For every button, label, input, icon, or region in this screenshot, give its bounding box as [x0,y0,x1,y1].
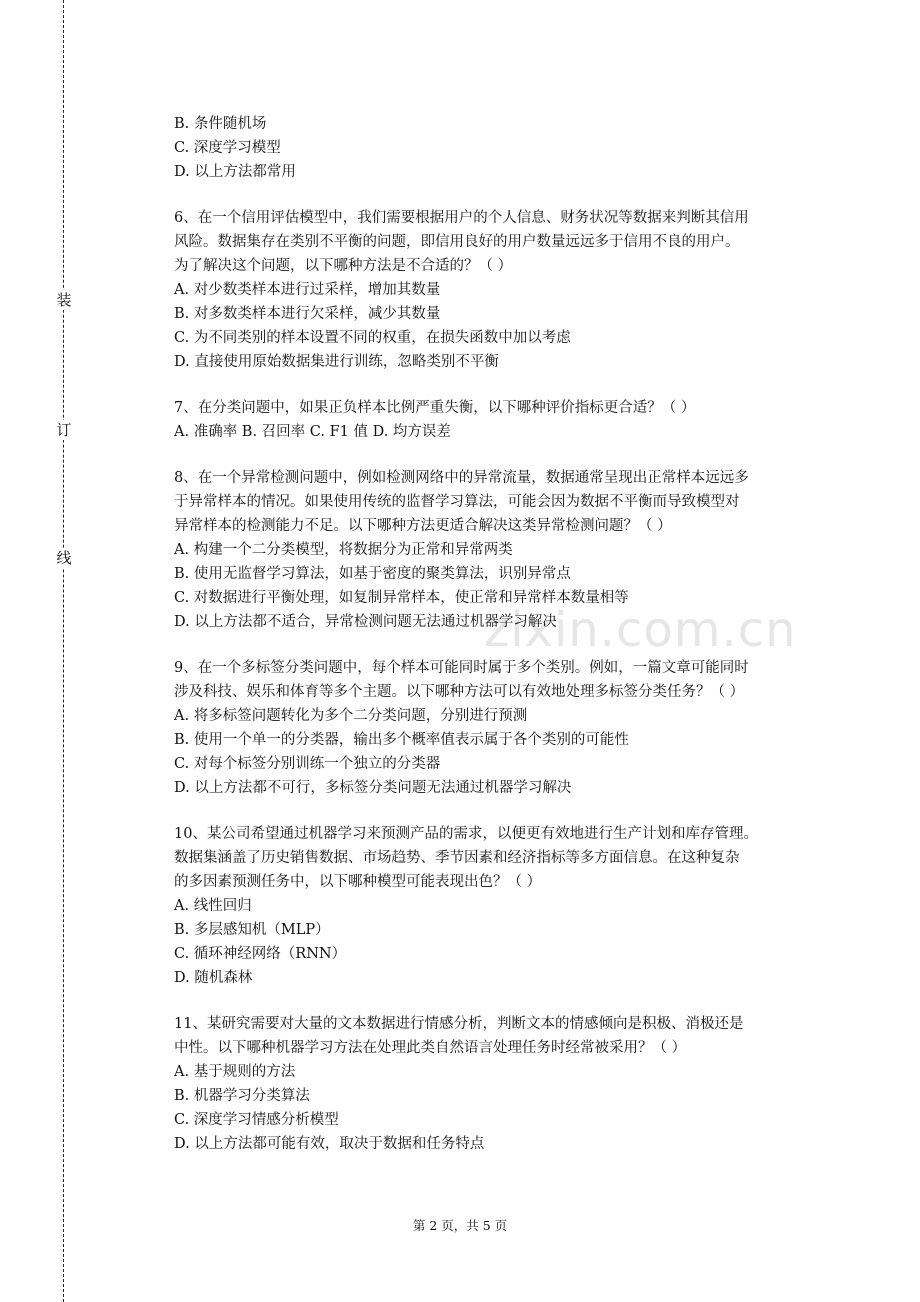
option-b: B. 使用一个单一的分类器，输出多个概率值表示属于各个类别的可能性 [174,732,629,748]
question-stem-line: 7、在分类问题中，如果正负样本比例严重失衡，以下哪种评价指标更合适？（ ） [174,400,696,416]
question-8 [174,466,814,634]
question-stem-line: 10、某公司希望通过机器学习来预测产品的需求，以便更有效地进行生产计划和库存管理。 [174,826,758,842]
option-b: B. 对多数类样本进行欠采样，减少其数量 [174,306,441,322]
question-stem-line: 涉及科技、娱乐和体育等多个主题。以下哪种方法可以有效地处理多标签分类任务？（ ） [174,684,745,700]
option-a: A. 将多标签问题转化为多个二分类问题，分别进行预测 [174,708,528,724]
question-stem-line: 数据集涵盖了历史销售数据、市场趋势、季节因素和经济指标等多方面信息。在这种复杂 [174,850,740,866]
question-11 [174,1012,814,1156]
option-b: B. 使用无监督学习算法，如基于密度的聚类算法，识别异常点 [174,566,571,582]
option-a: A. 线性回归 [174,898,252,914]
option-a: A. 构建一个二分类模型，将数据分为正常和异常两类 [174,542,513,558]
option-d: D. 以上方法都不适合，异常检测问题无法通过机器学习解决 [174,614,557,630]
option-d: D. 直接使用原始数据集进行训练，忽略类别不平衡 [174,354,499,370]
binding-dashed-line [63,0,64,1302]
question-5-options [174,112,814,184]
option-c: C. 对每个标签分别训练一个独立的分类器 [174,756,441,772]
option-d: D. 以上方法都可能有效，取决于数据和任务特点 [174,1136,485,1152]
option-a: A. 基于规则的方法 [174,1064,296,1080]
question-list [174,112,814,1156]
question-stem-line: 9、在一个多标签分类问题中，每个样本可能同时属于多个类别。例如，一篇文章可能同时 [174,660,749,676]
question-7 [174,396,814,444]
option-c: C. 循环神经网络（RNN） [174,946,347,962]
binding-char-zhuang: 装 [56,291,72,309]
binding-char-ding: 订 [56,421,72,439]
option-row: A. 准确率 B. 召回率 C. F1 值 D. 均方误差 [174,424,451,440]
option-d: D. 随机森林 [174,970,253,986]
option-b: B. 多层感知机（MLP） [174,922,330,938]
option-c: C. 深度学习情感分析模型 [174,1112,339,1128]
option-c: C. 为不同类别的样本设置不同的权重，在损失函数中加以考虑 [174,330,571,346]
question-stem-line: 11、某研究需要对大量的文本数据进行情感分析，判断文本的情感倾向是积极、消极还是 [174,1016,744,1032]
question-stem-line: 为了解决这个问题，以下哪种方法是不合适的？（ ） [174,258,513,274]
page-number-footer: 第 2 页，共 5 页 [412,1218,508,1233]
option-b: B. 机器学习分类算法 [174,1088,310,1104]
option-c: C. 深度学习模型 [174,140,281,156]
question-6 [174,206,814,374]
question-10 [174,822,814,990]
option-b: B. 条件随机场 [174,116,267,132]
question-stem-line: 异常样本的检测能力不足。以下哪种方法更适合解决这类异常检测问题？（ ） [174,518,672,534]
question-stem-line: 8、在一个异常检测问题中，例如检测网络中的异常流量，数据通常呈现出正常样本远远多 [174,470,749,486]
option-c: C. 对数据进行平衡处理，如复制异常样本，使正常和异常样本数量相等 [174,590,629,606]
question-stem-line: 风险。数据集存在类别不平衡的问题，即信用良好的用户数量远远多于信用不良的用户。 [174,234,740,250]
option-d: D. 以上方法都常用 [174,164,296,180]
option-d: D. 以上方法都不可行，多标签分类问题无法通过机器学习解决 [174,780,572,796]
question-stem-line: 于异常样本的情况。如果使用传统的监督学习算法，可能会因为数据不平衡而导致模型对 [174,494,740,510]
question-stem-line: 中性。以下哪种机器学习方法在处理此类自然语言处理任务时经常被采用？（ ） [174,1040,687,1056]
watermark: zixin.com.cn [484,602,797,658]
question-9 [174,656,814,800]
question-stem-line: 6、在一个信用评估模型中，我们需要根据用户的个人信息、财务状况等数据来判断其信用 [174,210,749,226]
binding-char-xian: 线 [56,549,72,567]
option-a: A. 对少数类样本进行过采样，增加其数量 [174,282,441,298]
question-stem-line: 的多因素预测任务中，以下哪种模型可能表现出色？（ ） [174,874,542,890]
